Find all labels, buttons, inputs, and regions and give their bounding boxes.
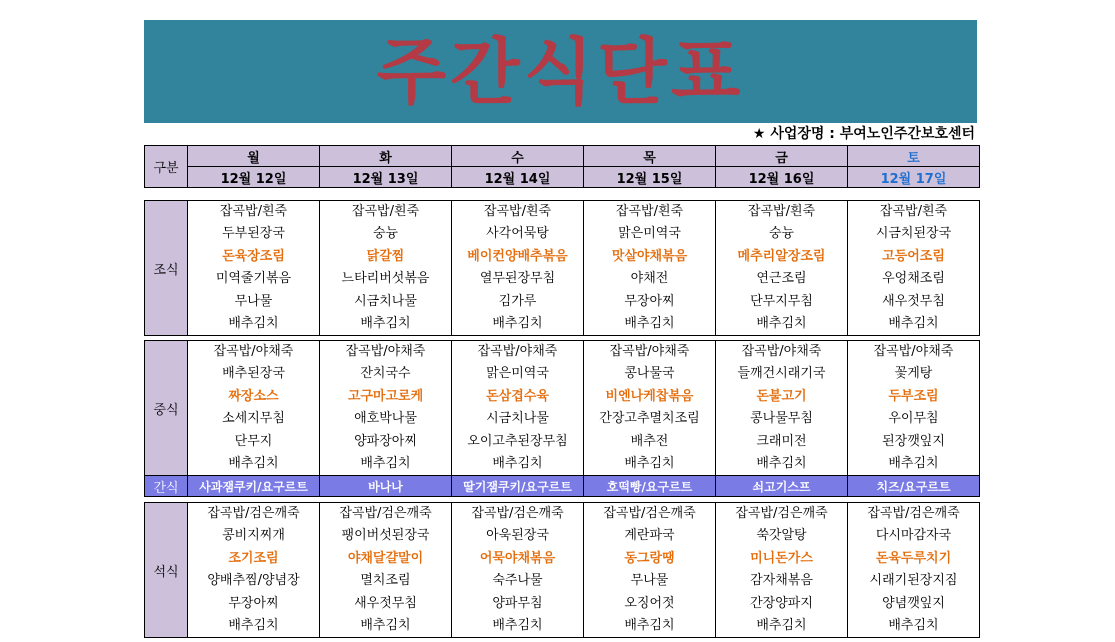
menu-item: 배추김치 xyxy=(888,455,939,471)
menu-item: 잡곡밥/흰죽 xyxy=(747,204,816,219)
menu-item: 시금치된장국 xyxy=(875,226,952,242)
menu-item-main: 짜장소스 xyxy=(228,388,279,404)
menu-item: 팽이버섯된장국 xyxy=(341,528,430,544)
menu-item: 배추김치 xyxy=(360,455,411,471)
menu-item: 배추김치 xyxy=(492,315,543,331)
menu-item: 새우젓무침 xyxy=(882,293,945,309)
menu-item: 잡곡밥/흰죽 xyxy=(615,204,684,219)
menu-item-main: 돈육장조림 xyxy=(222,248,285,264)
menu-item-main: 미니돈가스 xyxy=(750,550,813,566)
menu-item: 미역줄기볶음 xyxy=(215,271,292,287)
menu-item: 양파장아찌 xyxy=(354,433,417,449)
menu-item: 무장아찌 xyxy=(624,293,675,309)
breakfast-wed xyxy=(452,201,584,336)
menu-item: 숭늉 xyxy=(372,226,399,242)
menu-item: 아욱된장국 xyxy=(486,528,549,544)
menu-item: 배추김치 xyxy=(624,617,675,633)
menu-item-main: 비엔나케찹볶음 xyxy=(605,388,694,404)
menu-item: 우엉채조림 xyxy=(882,271,945,287)
lunch-table xyxy=(144,340,980,497)
breakfast-mon xyxy=(188,201,320,336)
menu-item: 숭늉 xyxy=(768,226,795,242)
day-date-thu: 12월 15일 xyxy=(584,167,716,188)
menu-item: 연근조림 xyxy=(756,271,807,287)
menu-item-main: 조기조림 xyxy=(228,550,279,566)
snack-tue: 바나나 xyxy=(320,476,452,497)
day-name-thu: 목 xyxy=(584,146,716,167)
snack-wed: 딸기잼쿠키/요구르트 xyxy=(452,476,584,497)
menu-item: 오징어젓 xyxy=(624,595,675,611)
menu-item: 숙주나물 xyxy=(492,573,543,589)
menu-item-main: 동그랑땡 xyxy=(624,550,675,566)
menu-item: 잡곡밥/검은깨죽 xyxy=(735,506,828,521)
menu-item: 콩비지찌개 xyxy=(222,528,285,544)
day-name-wed: 수 xyxy=(452,146,584,167)
menu-item: 잡곡밥/검은깨죽 xyxy=(471,506,564,521)
menu-item: 배추김치 xyxy=(228,617,279,633)
day-date-mon: 12월 12일 xyxy=(188,167,320,188)
menu-item: 배추전 xyxy=(630,433,669,449)
lunch-fri xyxy=(716,341,848,476)
meal-label-dinner: 석식 xyxy=(145,503,188,638)
dinner-thu xyxy=(584,503,716,638)
menu-item: 배추김치 xyxy=(360,617,411,633)
menu-item: 다시마감자국 xyxy=(875,528,952,544)
menu-item: 간장양파지 xyxy=(750,595,813,611)
menu-item: 크래미전 xyxy=(756,433,807,449)
menu-item: 배추김치 xyxy=(756,315,807,331)
page-title: 주간식단표 xyxy=(376,29,745,114)
menu-item: 잡곡밥/야채죽 xyxy=(741,344,822,359)
dinner-fri xyxy=(716,503,848,638)
dinner-mon xyxy=(188,503,320,638)
day-date-tue: 12월 13일 xyxy=(320,167,452,188)
menu-item: 감자채볶음 xyxy=(750,573,813,589)
menu-item: 단무지 xyxy=(234,433,273,449)
menu-item: 두부된장국 xyxy=(222,226,285,242)
breakfast-table xyxy=(144,200,980,336)
menu-item: 잡곡밥/야채죽 xyxy=(345,344,426,359)
menu-item: 배추김치 xyxy=(228,455,279,471)
menu-item: 꽃게탕 xyxy=(894,366,933,382)
meal-label-breakfast: 조식 xyxy=(145,201,188,336)
lunch-sat xyxy=(848,341,980,476)
day-name-fri: 금 xyxy=(716,146,848,167)
menu-item: 시금치나물 xyxy=(354,293,417,309)
breakfast-tue xyxy=(320,201,452,336)
menu-item-main: 돈불고기 xyxy=(756,388,807,404)
menu-item: 잡곡밥/흰죽 xyxy=(219,204,288,219)
menu-item: 잡곡밥/야채죽 xyxy=(213,344,294,359)
menu-item-main: 닭갈찜 xyxy=(366,248,405,264)
menu-item-main: 두부조림 xyxy=(888,388,939,404)
menu-item: 무장아찌 xyxy=(228,595,279,611)
menu-item: 들깨건시래기국 xyxy=(737,366,826,382)
menu-item: 소세지무침 xyxy=(222,411,285,427)
menu-item: 새우젓무침 xyxy=(354,595,417,611)
menu-item: 잡곡밥/검은깨죽 xyxy=(867,506,960,521)
menu-item: 단무지무침 xyxy=(750,293,813,309)
menu-item-main: 베이컨양배추볶음 xyxy=(467,248,568,264)
menu-item: 배추김치 xyxy=(492,455,543,471)
menu-item: 잡곡밥/검은깨죽 xyxy=(339,506,432,521)
breakfast-thu xyxy=(584,201,716,336)
menu-item: 배추김치 xyxy=(624,455,675,471)
menu-item: 잡곡밥/야채죽 xyxy=(477,344,558,359)
menu-item: 배추된장국 xyxy=(222,366,285,382)
menu-item-main: 야채달걀말이 xyxy=(347,550,424,566)
menu-item-main: 맛살야채볶음 xyxy=(611,248,688,264)
menu-item-main: 메추리알장조림 xyxy=(737,248,826,264)
menu-item: 된장깻잎지 xyxy=(882,433,945,449)
breakfast-sat xyxy=(848,201,980,336)
menu-item: 야채전 xyxy=(630,271,669,287)
category-label: 구분 xyxy=(145,146,188,188)
menu-item: 잡곡밥/검은깨죽 xyxy=(603,506,696,521)
menu-item: 잡곡밥/흰죽 xyxy=(483,204,552,219)
lunch-mon xyxy=(188,341,320,476)
dinner-table xyxy=(144,502,980,638)
menu-item: 배추김치 xyxy=(228,315,279,331)
menu-item: 간장고추멸치조림 xyxy=(599,411,700,427)
meal-label-snack: 간식 xyxy=(145,476,188,497)
day-name-sat: 토 xyxy=(848,146,980,167)
menu-item-main: 어묵야채볶음 xyxy=(479,550,556,566)
meal-label-lunch: 중식 xyxy=(145,341,188,476)
menu-item: 배추김치 xyxy=(492,617,543,633)
menu-item: 맑은미역국 xyxy=(486,366,549,382)
menu-item: 우이무침 xyxy=(888,411,939,427)
day-name-tue: 화 xyxy=(320,146,452,167)
menu-item: 양념깻잎지 xyxy=(882,595,945,611)
day-name-mon: 월 xyxy=(188,146,320,167)
snack-mon: 사과잼쿠키/요구르트 xyxy=(188,476,320,497)
menu-item: 배추김치 xyxy=(888,315,939,331)
menu-item: 오이고추된장무침 xyxy=(467,433,568,449)
menu-item: 배추김치 xyxy=(888,617,939,633)
lunch-thu xyxy=(584,341,716,476)
menu-item: 콩나물국 xyxy=(624,366,675,382)
menu-item: 무나물 xyxy=(630,573,669,589)
menu-item: 콩나물무침 xyxy=(750,411,813,427)
snack-sat: 치즈/요구르트 xyxy=(848,476,980,497)
menu-item: 계란파국 xyxy=(624,528,675,544)
snack-thu: 호떡빵/요구르트 xyxy=(584,476,716,497)
business-name: ★ 사업장명 : 부여노인주간보호센터 xyxy=(752,126,975,142)
menu-item: 시금치나물 xyxy=(486,411,549,427)
menu-item: 무나물 xyxy=(234,293,273,309)
menu-item: 배추김치 xyxy=(360,315,411,331)
menu-item: 잡곡밥/흰죽 xyxy=(879,204,948,219)
lunch-tue xyxy=(320,341,452,476)
title-banner xyxy=(144,20,977,123)
breakfast-fri xyxy=(716,201,848,336)
menu-item: 느타리버섯볶음 xyxy=(341,271,430,287)
menu-item: 잡곡밥/야채죽 xyxy=(873,344,954,359)
menu-item: 애호박나물 xyxy=(354,411,417,427)
menu-item: 양파무침 xyxy=(492,595,543,611)
menu-item: 사각어묵탕 xyxy=(486,226,549,242)
menu-item: 김가루 xyxy=(498,293,537,309)
menu-item: 열무된장무침 xyxy=(479,271,556,287)
menu-item: 맑은미역국 xyxy=(618,226,681,242)
day-date-fri: 12월 16일 xyxy=(716,167,848,188)
menu-item: 배추김치 xyxy=(756,617,807,633)
snack-fri: 쇠고기스프 xyxy=(716,476,848,497)
menu-item-main: 고등어조림 xyxy=(882,248,945,264)
dinner-tue xyxy=(320,503,452,638)
dinner-sat xyxy=(848,503,980,638)
menu-item-main: 고구마고로케 xyxy=(347,388,424,404)
menu-item: 멸치조림 xyxy=(360,573,411,589)
lunch-wed xyxy=(452,341,584,476)
menu-item: 잡곡밥/야채죽 xyxy=(609,344,690,359)
menu-item: 배추김치 xyxy=(624,315,675,331)
menu-item: 잔치국수 xyxy=(360,366,411,382)
menu-item: 쑥갓알탕 xyxy=(756,528,807,544)
day-date-wed: 12월 14일 xyxy=(452,167,584,188)
menu-item-main: 돈육두루치기 xyxy=(875,550,952,566)
header-table xyxy=(144,145,980,188)
menu-item: 양배추찜/양념장 xyxy=(207,573,300,589)
dinner-wed xyxy=(452,503,584,638)
menu-item: 배추김치 xyxy=(756,455,807,471)
menu-item: 시래기된장지짐 xyxy=(869,573,958,589)
menu-item: 잡곡밥/검은깨죽 xyxy=(207,506,300,521)
menu-item-main: 돈삼겹수육 xyxy=(486,388,549,404)
menu-item: 잡곡밥/흰죽 xyxy=(351,204,420,219)
day-date-sat: 12월 17일 xyxy=(848,167,980,188)
